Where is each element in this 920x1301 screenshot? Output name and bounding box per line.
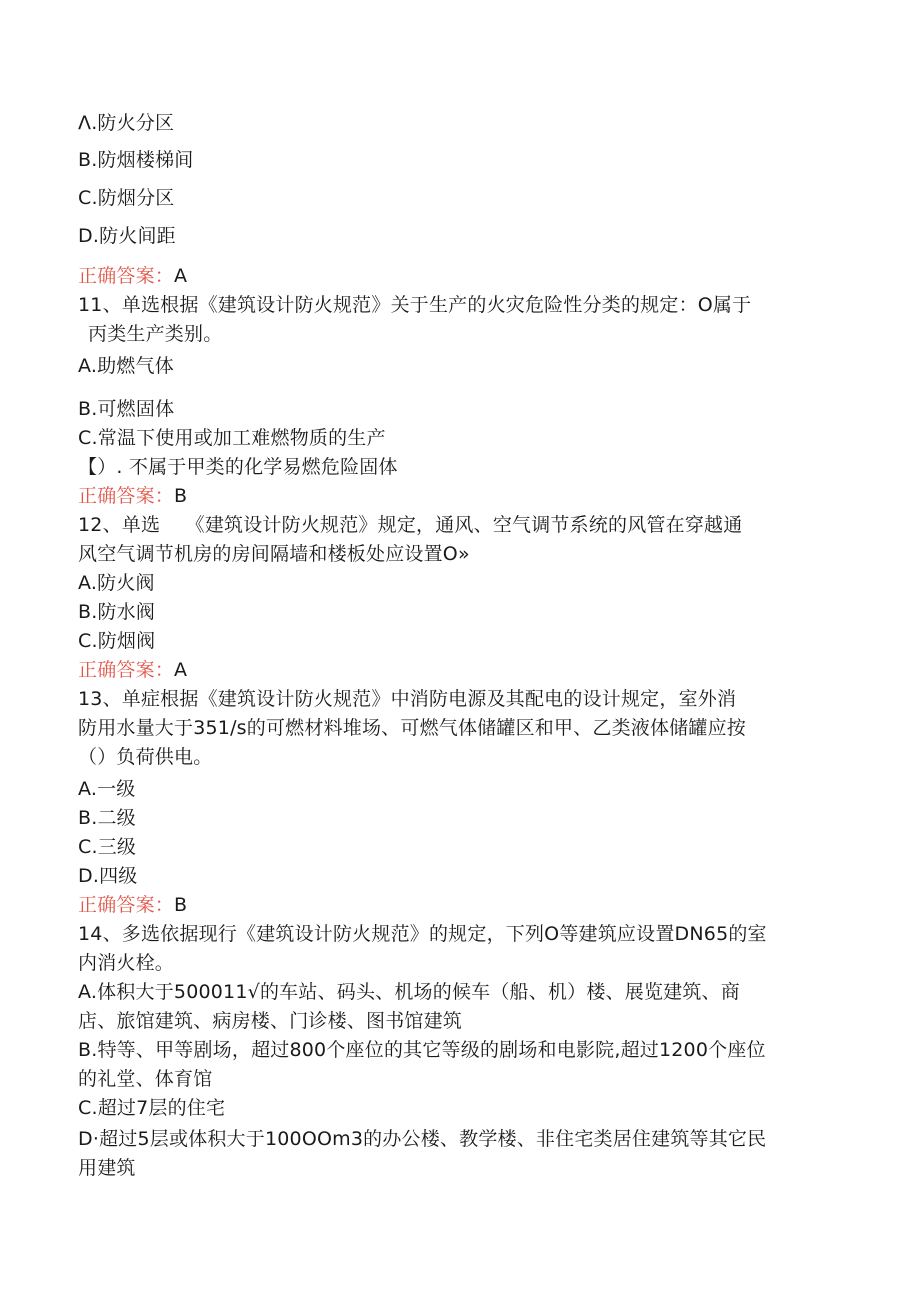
q11-stem-line1: 11、单选根据《建筑设计防火规范》关于生产的火灾危险性分类的规定：O属于 [78, 294, 752, 316]
q14-option-a-line1: A.体积大于500011√的车站、码头、机场的候车（船、机）楼、展览建筑、商 [78, 981, 740, 1003]
q13-answer [78, 893, 187, 917]
q14-option-d-line1: D·超过5层或体积大于100OOm3的办公楼、教学楼、非住宅类居住建筑等其它民 [78, 1128, 767, 1150]
q14-option-c: C.超过7层的住宅 [78, 1097, 226, 1119]
q10-answer [78, 264, 187, 288]
q13-stem-line1: 13、单症根据《建筑设计防火规范》中消防电源及其配电的设计规定，室外消 [78, 688, 737, 710]
q13-stem-line3: （）负荷供电。 [78, 746, 213, 768]
q11-answer [78, 484, 187, 508]
q11-option-b: B.可燃固体 [78, 398, 175, 420]
q12-option-a: A.防火阀 [78, 572, 155, 594]
q11-option-c: C.常温下使用或加工难燃物质的生产 [78, 427, 386, 449]
q14-option-b-line1: B.特等、甲等剧场，超过800个座位的其它等级的剧场和电影院,超过1200个座位 [78, 1039, 766, 1061]
q12-option-c: C.防烟阀 [78, 630, 156, 652]
q10-option-d: D.防火间距 [78, 225, 176, 247]
answer-value: A [174, 659, 188, 681]
q10-option-b: B.防烟楼梯间 [78, 149, 194, 171]
q13-stem-line2: 防用水量大于351∕s的可燃材料堆场、可燃气体储罐区和甲、乙类液体储罐应按 [78, 717, 746, 739]
q12-answer [78, 658, 187, 682]
q12-option-b: B.防水阀 [78, 601, 156, 623]
answer-value: B [174, 894, 188, 916]
q13-option-d: D.四级 [78, 865, 138, 887]
answer-value: A [174, 265, 188, 287]
q14-stem-line2: 内消火栓。 [78, 952, 175, 974]
q14-option-b-line2: 的礼堂、体育馆 [78, 1068, 213, 1090]
q10-option-a: Λ.防火分区 [78, 112, 175, 134]
q10-option-c: C.防烟分区 [78, 187, 175, 209]
q14-stem-line1: 14、多选依据现行《建筑设计防火规范》的规定，下列O等建筑应设置DN65的室 [78, 923, 767, 945]
q14-option-a-line2: 店、旅馆建筑、病房楼、门诊楼、图书馆建筑 [78, 1010, 463, 1032]
answer-label: 正确答案： [78, 485, 175, 507]
q13-option-c: C.三级 [78, 836, 137, 858]
q12-stem-line1: 12、单选 《建筑设计防火规范》规定，通风、空气调节系统的风管在穿越通 [78, 514, 743, 536]
answer-value: B [174, 485, 188, 507]
q13-option-a: A.一级 [78, 778, 136, 800]
answer-label: 正确答案： [78, 894, 175, 916]
answer-label: 正确答案： [78, 659, 175, 681]
q14-option-d-line2: 用建筑 [78, 1157, 136, 1179]
q11-stem-line2: 丙类生产类别。 [88, 323, 223, 345]
q12-stem-line2: 风空气调节机房的房间隔墙和楼板处应设置O» [78, 543, 470, 565]
q13-option-b: B.二级 [78, 807, 136, 829]
q11-option-a: A.助燃气体 [78, 355, 174, 377]
answer-label: 正确答案： [78, 265, 175, 287]
q11-option-d: 【）. 不属于甲类的化学易燃危险固体 [78, 456, 398, 478]
